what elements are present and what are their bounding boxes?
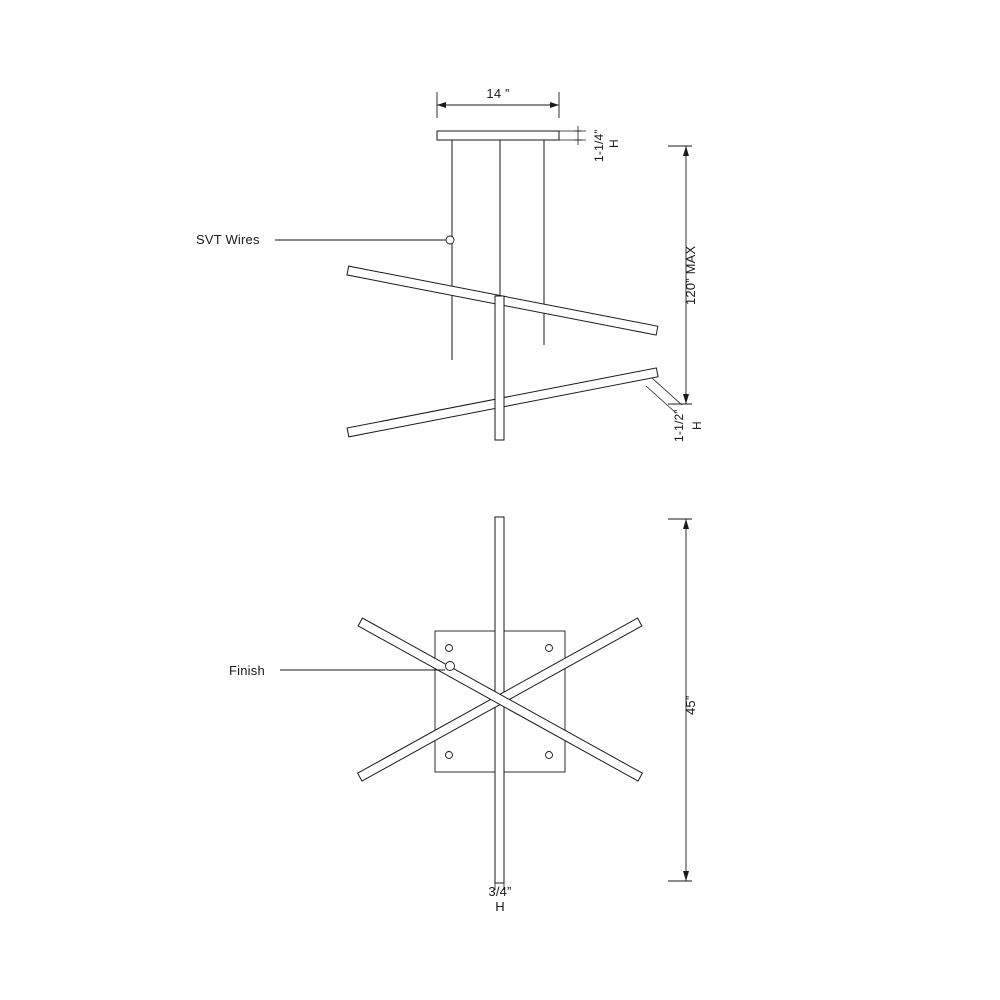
dim-label-rod-diameter-unit: H xyxy=(495,899,505,914)
dim-label-max-drop: 120” MAX xyxy=(683,245,698,305)
dim-body-height xyxy=(646,378,682,413)
callout-label-finish: Finish xyxy=(229,663,265,678)
dim-canopy-height xyxy=(559,126,586,145)
dim-label-canopy-width: 14 ” xyxy=(486,86,510,101)
dim-label-canopy-height: 1-1/4” xyxy=(592,129,606,162)
leader-svt-wires xyxy=(275,236,454,244)
dim-label-body-height-unit: H xyxy=(690,421,704,430)
dim-label-canopy-height-unit: H xyxy=(607,139,621,148)
dim-label-body-height: 1-1/2” xyxy=(672,409,686,442)
elevation-rods xyxy=(347,266,658,440)
plan-rods xyxy=(358,517,643,883)
callout-label-svt-wires: SVT Wires xyxy=(196,232,260,247)
dim-label-overall-length: 45” xyxy=(683,695,698,715)
canopy xyxy=(437,131,559,140)
dim-label-rod-diameter: 3/4” xyxy=(488,884,512,899)
